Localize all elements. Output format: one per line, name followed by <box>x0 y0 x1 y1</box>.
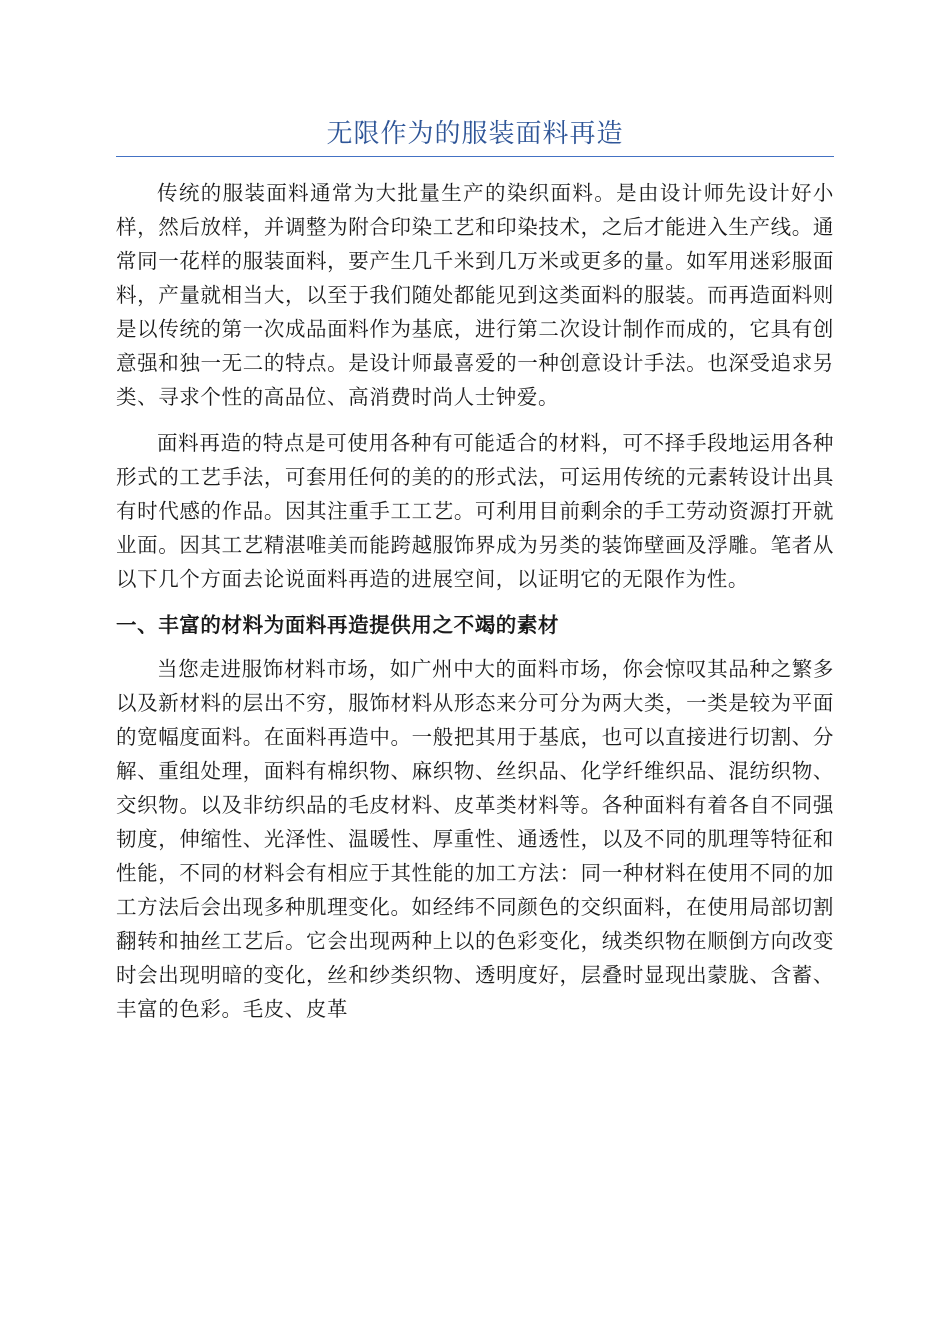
section-heading: 一、丰富的材料为面料再造提供用之不竭的素材 <box>116 613 560 637</box>
document-title: 无限作为的服装面料再造 <box>326 119 624 149</box>
title-block <box>116 112 834 157</box>
document-body <box>116 176 834 1038</box>
paragraph-intro: 传统的服装面料通常为大批量生产的染织面料。是由设计师先设计好小样，然后放样，并调整为附合印染工艺和印染技术，之后才能进入生产线。通常同一花样的服装面料，要产生几千米到几万米或更多的量。如军用迷彩服面料，产量就相当大，以至于我们随处都能见到这类面料的服装。而再造面料则是以传统的第一次成品面料作为基底，进行第二次设计制作而成的，它具有创意强和独一无二的特点。是设计师最喜爱的一种创意设计手法。也深受追求另类、寻求个性的高品位、高消费时尚人士钟爱。 <box>116 181 834 409</box>
paragraph-materials: 当您走进服饰材料市场，如广州中大的面料市场，你会惊叹其品种之繁多以及新材料的层出不穷，服饰材料从形态来分可分为两大类，一类是较为平面的宽幅度面料。在面料再造中。一般把其用于基底，也可以直接进行切割、分解、重组处理，面料有棉织物、麻织物、丝织品、化学纤维织品、混纺织物、交织物。以及非纺织品的毛皮材料、皮革类材料等。各种面料有着各自不同强韧度，伸缩性、光泽性、温暖性、厚重性、通透性，以及不同的肌理等特征和性能，不同的材料会有相应于其性能的加工方法：同一种材料在使用不同的加工方法后会出现多种肌理变化。如经纬不同颜色的交织面料，在使用局部切割翻转和抽丝工艺后。它会出现两种上以的色彩变化，绒类织物在顺倒方向改变时会出现明暗的变化，丝和纱类织物、透明度好，层叠时显现出蒙胧、含蓄、丰富的色彩。毛皮、皮革 <box>116 657 834 1021</box>
paragraph-features: 面料再造的特点是可使用各种有可能适合的材料，可不择手段地运用各种形式的工艺手法，可套用任何的美的的形式法，可运用传统的元素转设计出具有时代感的作品。因其注重手工工艺。可利用目前剩余的手工劳动资源打开就业面。因其工艺精湛唯美而能跨越服饰界成为另类的装饰壁画及浮雕。笔者从以下几个方面去论说面料再造的进展空间，以证明它的无限作为性。 <box>116 431 834 591</box>
